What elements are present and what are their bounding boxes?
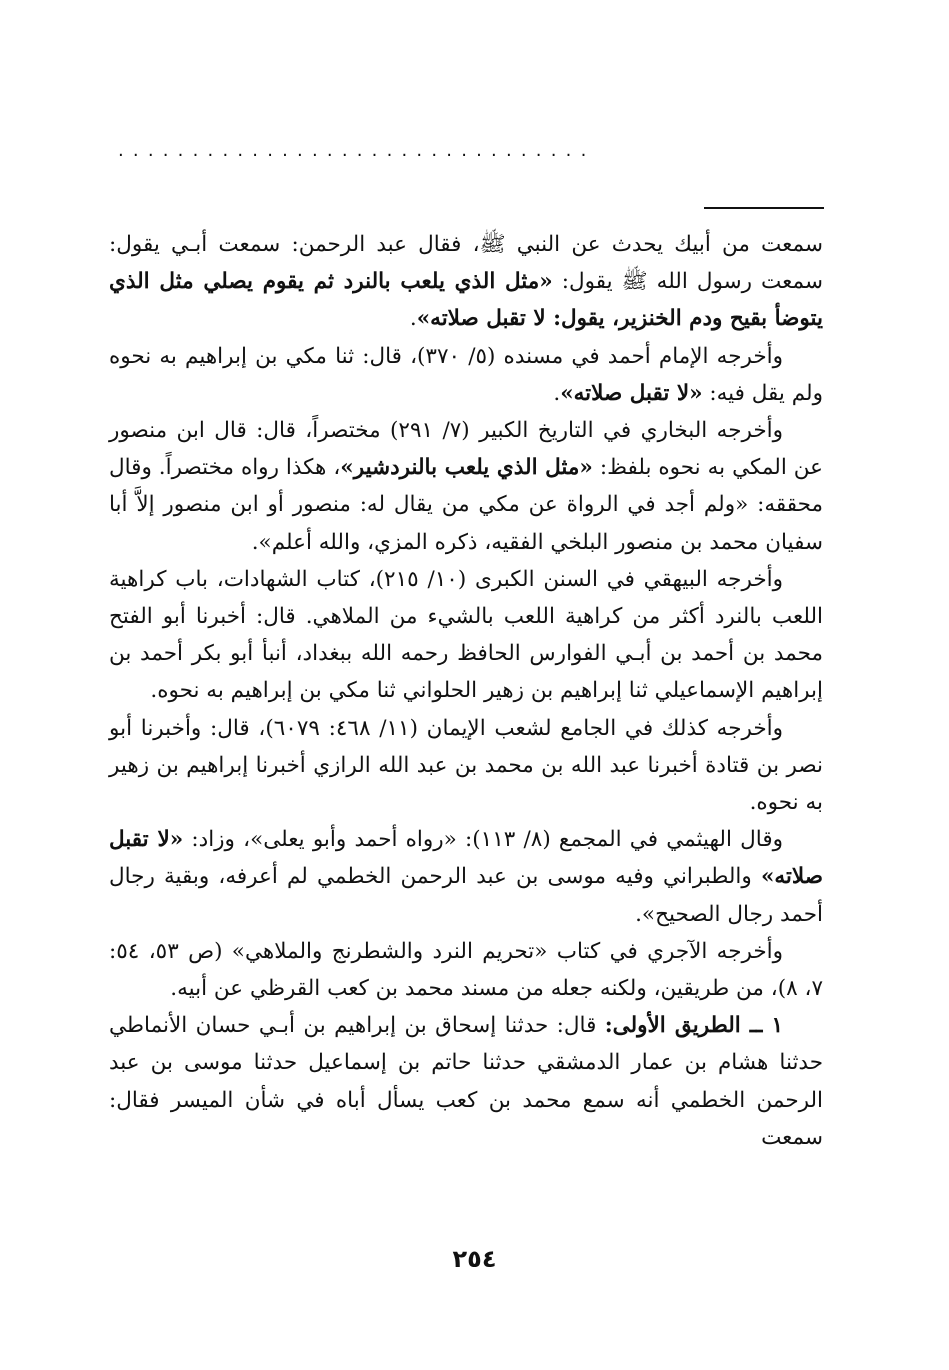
text-segment: قال: حدثنا إسحاق بن إبراهيم بن أبـي حسان الأنماطي حدثنا هشام بن عمار الدمشقي حدثنا حاتم بن إسماعيل حدثنا موسى بن عبد الرحمن الخطمي أنه سمع محمد بن كعب يسأل أباه في شأن الميسر فقال: سمعت — [109, 1013, 823, 1150]
paragraph — [109, 821, 823, 933]
text-segment: وقال الهيثمي في المجمع (٨/ ١١٣): «رواه أحمد وأبو يعلى»، وزاد: — [183, 827, 783, 853]
paragraph — [109, 412, 823, 561]
text-segment: وأخرجه الإمام أحمد في مسنده (٥/ ٣٧٠)، قال: ثنا مكي بن إبراهيم به نحوه ولم يقل فيه: — [109, 343, 823, 406]
text-segment: وأخرجه البخاري في التاريخ الكبير (٧/ ٢٩١) مختصراً، قال: قال ابن منصور عن المكي به نحوه بلفظ: — [109, 418, 823, 481]
bold-quote: «لا تقبل صلاته» — [560, 380, 703, 406]
bold-quote: «مثل الذي يلعب بالنردشير» — [340, 455, 593, 481]
paragraph — [109, 933, 823, 1007]
text-segment: ، هكذا رواه مختصراً. وقال محققه: «ولم أجد في الرواة عن مكي من يقال له: منصور أو ابن منصور إلاَّ أبا سفيان محمد بن منصور البلخي الفقيه، ذكره المزي، والله أعلم». — [109, 455, 823, 555]
bold-quote: «لا تقبل صلاته» — [109, 827, 823, 890]
text-segment: وأخرجه البيهقي في السنن الكبرى (١٠/ ٢١٥)، كتاب الشهادات، باب كراهية اللعب بالنرد أكثر من كراهية اللعب بالشيء من الملاهي. قال: أخبرنا أبو الفتح محمد بن أحمد بن أبـي الفوارس الحافظ رحمه الله ببغداد، أنبأ أبو بكر أحمد بن إبراهيم الإسماعيلي ثنا إبراهيم بن زهير الحلواني ثنا مكي بن إبراهيم به نحوه. — [109, 566, 823, 704]
bold-quote: ١ ــ الطريق الأولى: — [604, 1013, 783, 1039]
paragraph — [109, 561, 823, 710]
paragraph — [109, 710, 823, 822]
footnote-body — [109, 226, 823, 1156]
page-number: ٢٥٤ — [452, 1245, 497, 1273]
paragraph — [109, 338, 823, 412]
paragraph — [109, 1007, 823, 1156]
text-segment: . — [409, 306, 417, 332]
text-segment: والطبراني وفيه موسى بن عبد الرحمن الخطمي لم أعرفه، وبقية رجال أحمد رجال الصحيح». — [109, 864, 823, 927]
paragraph — [109, 226, 823, 338]
bold-quote: «مثل الذي يلعب بالنرد ثم يقوم يصلي مثل الذي يتوضأ بقيح ودم الخنزير، يقول: لا تقبل صلاته» — [109, 269, 823, 332]
decorative-dot-leader: ................................ — [118, 140, 596, 160]
text-segment: . — [553, 380, 561, 406]
text-segment: وأخرجه الآجري في كتاب «تحريم النرد والشطرنج والملاهي» (ص ٥٣، ٥٤: ٧، ٨)، من طريقين، ولكنه جعله من مسند محمد بن كعب القرظي عن أبيه. — [109, 938, 823, 1002]
text-segment: وأخرجه كذلك في الجامع لشعب الإيمان (١١/ ٤٦٨: ٦٠٧٩)، قال: وأخبرنا أبو نصر بن قتادة أخبرنا عبد الله بن محمد بن عبد الله الرازي أخبرنا إبراهيم بن زهير به نحوه. — [109, 715, 823, 816]
text-segment: سمعت من أبيك يحدث عن النبي ﷺ، فقال عبد الرحمن: سمعت أبـي يقول: سمعت رسول الله ﷺ يقول: — [109, 232, 823, 295]
footnote-separator-rule — [704, 207, 824, 209]
